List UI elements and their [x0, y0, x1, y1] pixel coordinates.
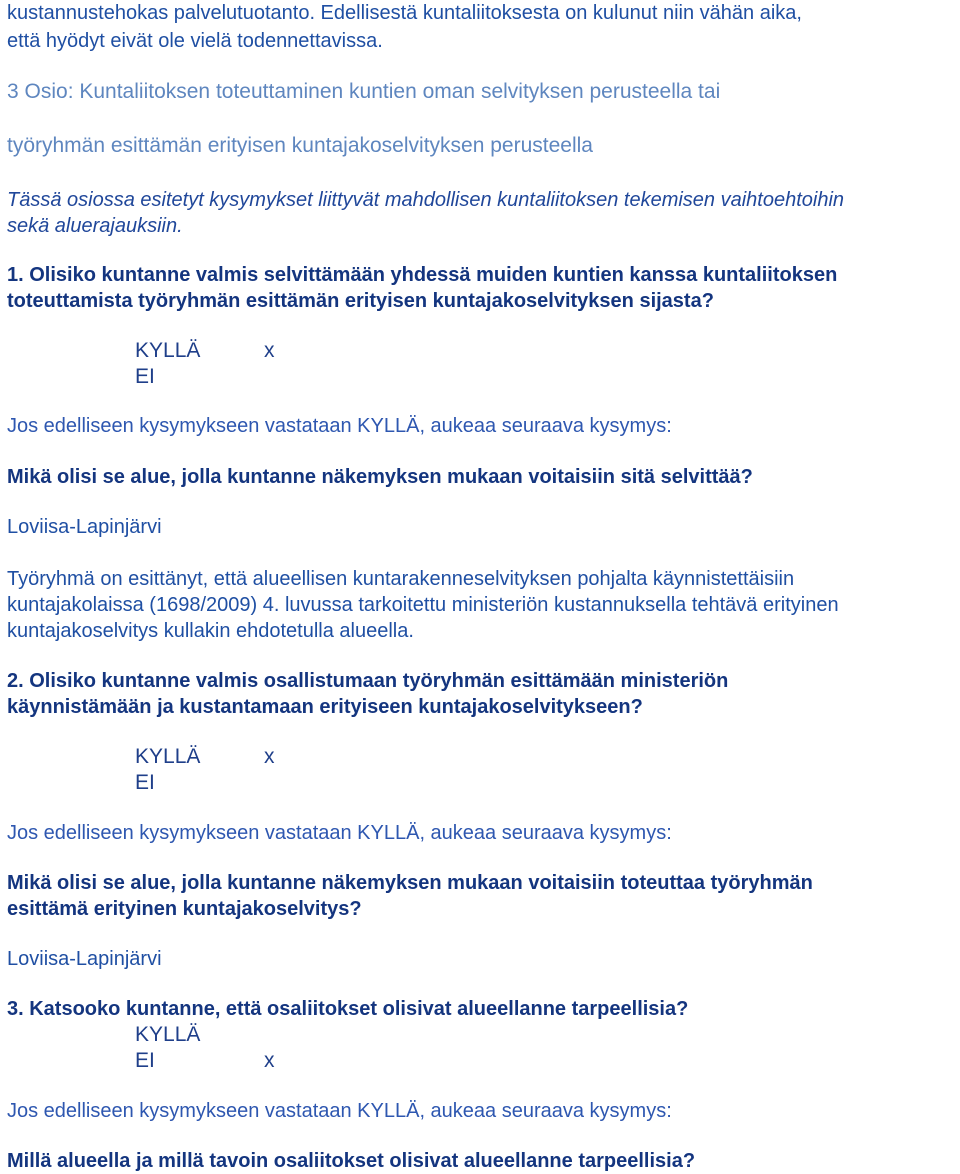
q3-followup-note: Jos edelliseen kysymykseen vastataan KYLLÄ, aukeaa seuraava kysymys: [7, 1100, 672, 1122]
q3-no-label: EI [135, 1049, 155, 1072]
q1-subquestion: Mikä olisi se alue, jolla kuntanne näkemyksen mukaan voitaisiin sitä selvittää? [7, 466, 753, 488]
q1-yes-label: KYLLÄ [135, 339, 201, 362]
section-desc-line-1: Tässä osiossa esitetyt kysymykset liittyvät mahdollisen kuntaliitoksen tekemisen vaihtoehtoihin [7, 189, 845, 211]
question-3-line-1: 3. Katsooko kuntanne, että osaliitokset olisivat alueellanne tarpeellisia? [7, 998, 689, 1020]
q3-subquestion: Millä alueella ja millä tavoin osaliitokset olisivat alueellanne tarpeellisia? [7, 1150, 696, 1172]
q3-yes-label: KYLLÄ [135, 1023, 201, 1046]
note-line-2: kuntajakolaissa (1698/2009) 4. luvussa tarkoitettu ministeriön kustannuksella tehtävä erityinen [7, 594, 839, 616]
q2-yes-mark[interactable]: x [264, 745, 275, 768]
intro-line-2: että hyödyt eivät ole vielä todennettavissa. [7, 30, 383, 52]
q2-no-label: EI [135, 771, 155, 794]
question-1-line-2: toteuttamista työryhmän esittämän erityisen kuntajakoselvityksen sijasta? [7, 290, 714, 312]
intro-line-1: kustannustehokas palvelutuotanto. Edellisestä kuntaliitoksesta on kulunut niin vähän aika, [7, 2, 802, 24]
question-2-line-1: 2. Olisiko kuntanne valmis osallistumaan työryhmän esittämään ministeriön [7, 670, 729, 692]
q1-no-label: EI [135, 365, 155, 388]
q1-answer[interactable]: Loviisa-Lapinjärvi [7, 516, 162, 538]
question-1-line-1: 1. Olisiko kuntanne valmis selvittämään yhdessä muiden kuntien kanssa kuntaliitoksen [7, 264, 838, 286]
q2-followup-note: Jos edelliseen kysymykseen vastataan KYLLÄ, aukeaa seuraava kysymys: [7, 822, 672, 844]
q2-subquestion-line-1: Mikä olisi se alue, jolla kuntanne näkemyksen mukaan voitaisiin toteuttaa työryhmän [7, 872, 813, 894]
section-desc-line-2: sekä aluerajauksiin. [7, 215, 183, 237]
q2-answer[interactable]: Loviisa-Lapinjärvi [7, 948, 162, 970]
q1-yes-mark[interactable]: x [264, 339, 275, 362]
section-heading-line-2: työryhmän esittämän erityisen kuntajakoselvityksen perusteella [7, 134, 593, 157]
question-2-line-2: käynnistämään ja kustantamaan erityiseen kuntajakoselvitykseen? [7, 696, 643, 718]
q2-yes-label: KYLLÄ [135, 745, 201, 768]
note-line-1: Työryhmä on esittänyt, että alueellisen kuntarakenneselvityksen pohjalta käynnistettäisiin [7, 568, 795, 590]
q1-followup-note: Jos edelliseen kysymykseen vastataan KYLLÄ, aukeaa seuraava kysymys: [7, 415, 672, 437]
q2-subquestion-line-2: esittämä erityinen kuntajakoselvitys? [7, 898, 362, 920]
q3-no-mark[interactable]: x [264, 1049, 275, 1072]
note-line-3: kuntajakoselvitys kullakin ehdotetulla alueella. [7, 620, 414, 642]
section-heading-line-1: 3 Osio: Kuntaliitoksen toteuttaminen kuntien oman selvityksen perusteella tai [7, 80, 721, 103]
